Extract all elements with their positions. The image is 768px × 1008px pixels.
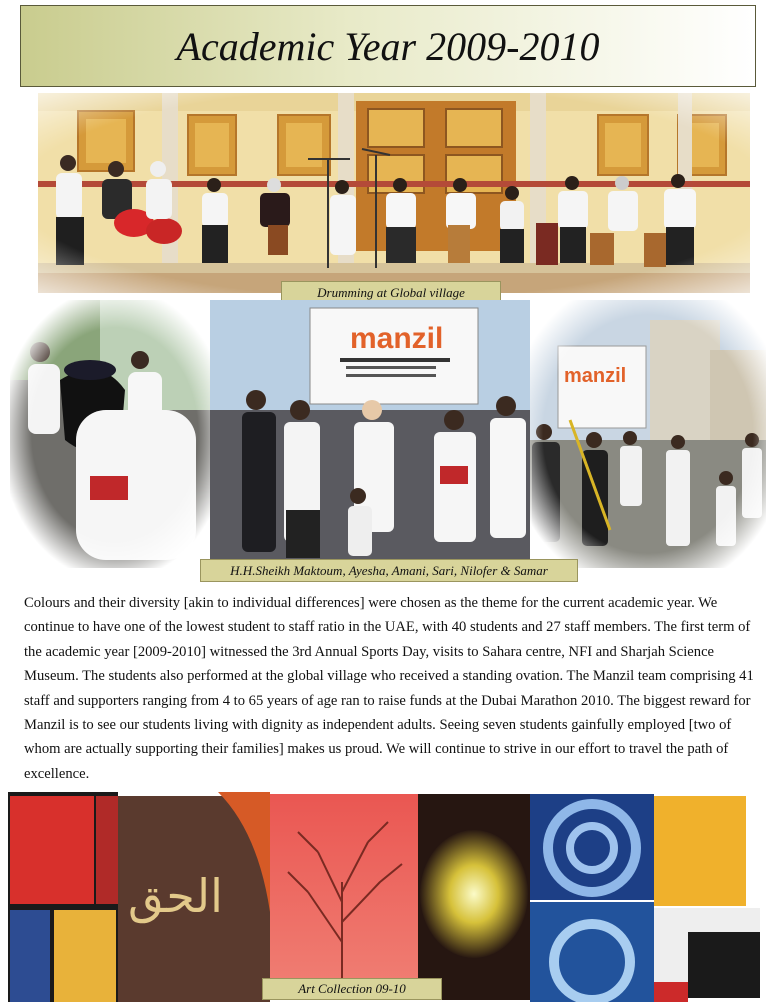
body-paragraph: Colours and their diversity [akin to individual differences] were chosen as the theme for the current academic year. We continue to have one of the lowest student to staff ratio in the UAE, with 40 students and 27 staff members. The first term of the academic year [2009-2010] witnessed the 3rd Annual Sports Day, visits to Sahara centre, NFI and Sharjah Science Museum. The students also performed at the global village who received a standing ovation. The Manzil team comprising 41 staff and supporters ranging from 4 to 65 years of age ran to raise funds at the Dubai Marathon 2010. The biggest reward for Manzil is to see our students living with dignity as independent adults. Seeing seven students gainfully employed [two of whom are actually supporting their families] makes us proud. We will continue to strive in our effort to travel the path of excellence. — [24, 595, 754, 782]
marathon-scene — [10, 300, 766, 568]
art-collage — [8, 792, 760, 1002]
page-title: Academic Year 2009-2010 — [176, 23, 600, 69]
marathon-collage-photo — [10, 300, 766, 568]
drumming-photo — [38, 93, 750, 293]
title-banner — [20, 5, 756, 87]
marathon-caption: H.H.Sheikh Maktoum, Ayesha, Amani, Sari, Nilofer & Samar — [200, 559, 578, 582]
art-collage-photo — [8, 792, 760, 1002]
art-calligraphy: الحق — [128, 869, 223, 923]
drumming-caption: Drumming at Global village — [281, 281, 501, 304]
art-caption: Art Collection 09-10 — [262, 978, 442, 1000]
manzil-banner-text: manzil — [350, 322, 444, 355]
drumming-scene — [38, 93, 750, 293]
